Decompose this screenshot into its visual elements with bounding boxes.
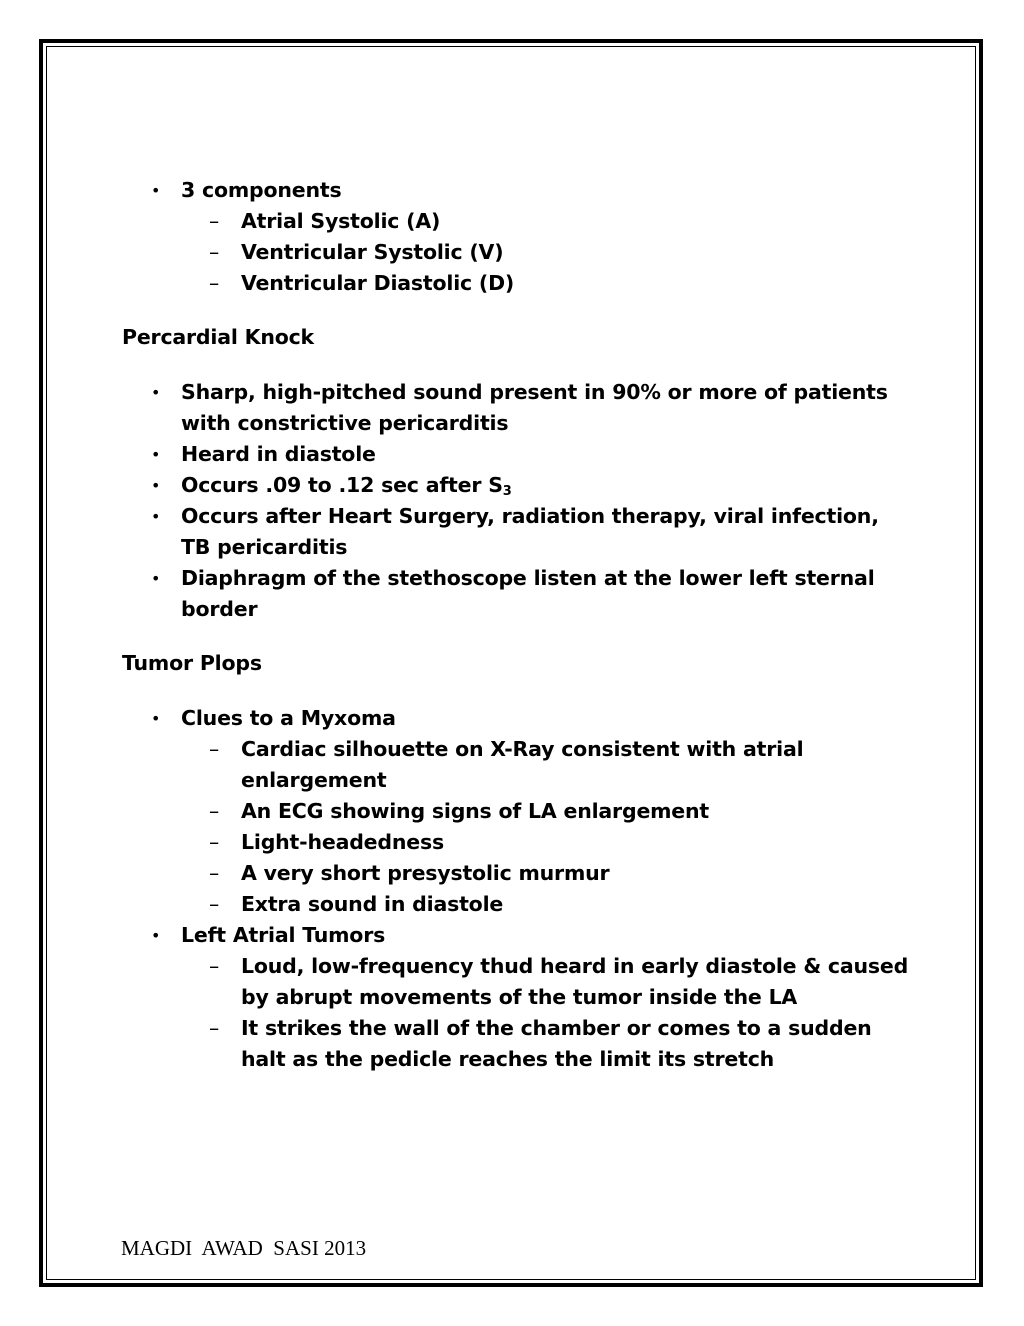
sub-list-item: – Extra sound in diastole [181, 889, 912, 920]
footer-author: MAGDI AWAD SASI 2013 [121, 1236, 367, 1260]
components-list [122, 175, 912, 299]
list-item [122, 175, 912, 299]
sub-list-item: – Loud, low-frequency thud heard in early diastole & caused by abrupt movements of the tumor inside the LA [181, 951, 912, 1013]
sub-list [181, 951, 912, 1075]
sub-list-item: – An ECG showing signs of LA enlargement [181, 796, 912, 827]
section-heading: Percardial Knock [122, 325, 314, 349]
sub-list [181, 734, 912, 920]
list-item-text: 3 components [181, 178, 342, 202]
list-item-text: Left Atrial Tumors [181, 923, 386, 947]
sub-list [181, 206, 912, 299]
document-body [122, 175, 912, 1075]
subscript: 3 [502, 484, 512, 499]
list-item-text: Occurs .09 to .12 sec after S [181, 473, 503, 497]
sub-list-item: – Ventricular Systolic (V) [181, 237, 912, 268]
sub-list-item: – Light-headedness [181, 827, 912, 858]
pericardial-knock-list [122, 377, 912, 625]
list-item: • Occurs after Heart Surgery, radiation therapy, viral infection, TB pericarditis [122, 501, 912, 563]
list-item [122, 920, 912, 1075]
sub-list-item: – It strikes the wall of the chamber or comes to a sudden halt as the pedicle reaches the limit its stretch [181, 1013, 912, 1075]
list-item: • Heard in diastole [122, 439, 912, 470]
list-item-text: Clues to a Myxoma [181, 706, 396, 730]
sub-list-item: – Atrial Systolic (A) [181, 206, 912, 237]
list-item: • Diaphragm of the stethoscope listen at the lower left sternal border [122, 563, 912, 625]
sub-list-item: – A very short presystolic murmur [181, 858, 912, 889]
sub-list-item: – Cardiac silhouette on X-Ray consistent with atrial enlargement [181, 734, 912, 796]
section-heading: Tumor Plops [122, 651, 262, 675]
tumor-plops-list [122, 703, 912, 1075]
sub-list-item: – Ventricular Diastolic (D) [181, 268, 912, 299]
list-item [122, 470, 912, 501]
list-item [122, 703, 912, 920]
list-item: • Sharp, high-pitched sound present in 90% or more of patients with constrictive pericarditis [122, 377, 912, 439]
